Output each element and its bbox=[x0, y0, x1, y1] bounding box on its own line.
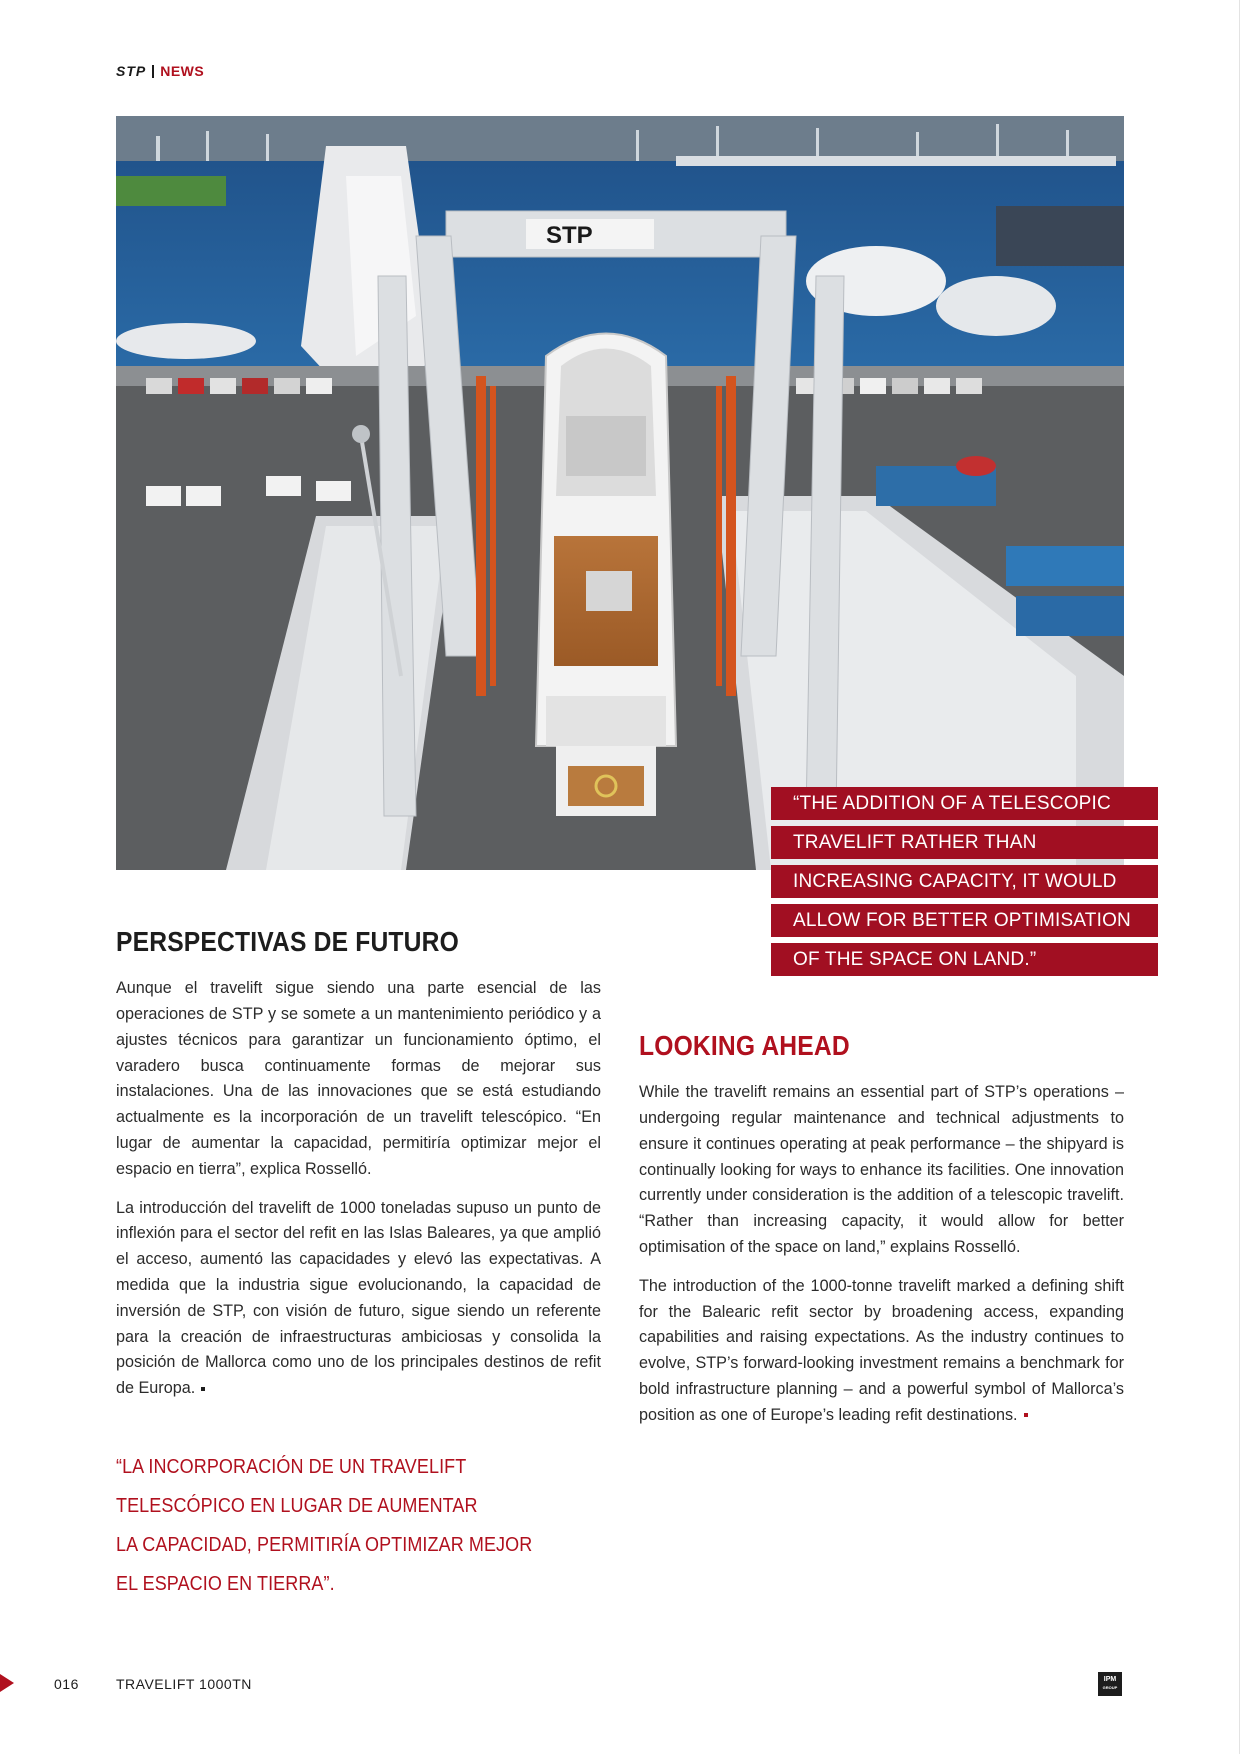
sign-logo-text: STP bbox=[546, 222, 593, 249]
pull-quote-line: “THE ADDITION OF A TELESCOPIC bbox=[771, 787, 1158, 820]
pull-quote-es-line: EL ESPACIO EN TIERRA”. bbox=[116, 1573, 335, 1595]
ipm-logo-text: IPM bbox=[1103, 1676, 1117, 1683]
paragraph-en-2 bbox=[639, 1274, 1124, 1429]
pull-quote-es-line: TELESCÓPICO EN LUGAR DE AUMENTAR bbox=[116, 1495, 478, 1517]
pull-quote-english bbox=[771, 787, 1158, 982]
paragraph-es-2-text: La introducción del travelift de 1000 toneladas supuso un punto de inflexión para el sector del refit en las Islas Baleares, ya que amplió el acceso, aumentó las capacidades y elevó las expectativas. A medida que la industria sigue evolucionando, la capacidad de inversión de STP, con visión de futuro, sigue siendo un referente para la creación de infraestructuras ambiciosas y consolida la posición de Mallorca como uno de los principales destinos de refit de Europa. bbox=[116, 1198, 601, 1398]
travelift-aerial-photo bbox=[116, 116, 1124, 870]
pull-quote-line: TRAVELIFT RATHER THAN bbox=[771, 826, 1158, 859]
paragraph-en-2-text: The introduction of the 1000-tonne travelift marked a defining shift for the Balearic refit sector by broadening access, expanding capabilities and raising expectations. As the industry continues to evolve, STP’s forward-looking investment remains a benchmark for bold infrastructure planning – and a powerful symbol of Mallorca’s position as one of Europe’s leading refit destinations. bbox=[639, 1276, 1124, 1424]
end-mark bbox=[1024, 1413, 1028, 1417]
pull-quote-line: INCREASING CAPACITY, IT WOULD bbox=[771, 865, 1158, 898]
ipm-logo-subtext: GROUP bbox=[1102, 1685, 1118, 1690]
ipm-group-logo bbox=[1098, 1672, 1122, 1696]
footer-title: TRAVELIFT 1000TN bbox=[116, 1676, 252, 1692]
paragraph-en-1: While the travelift remains an essential part of STP’s operations – undergoing regular maintenance and technical adjustments to ensure it continues operating at peak performance – the shipyard is continually looking for ways to enhance its facilities. One innovation currently under consideration is the addition of a telescopic travelift. “Rather than increasing capacity, it would allow for better optimisation of the space on land,” explains Rosselló. bbox=[639, 1083, 1124, 1256]
page-marker-arrow-icon bbox=[0, 1674, 14, 1692]
pull-quote-line: ALLOW FOR BETTER OPTIMISATION bbox=[771, 904, 1158, 937]
heading-es: PERSPECTIVAS DE FUTURO bbox=[116, 926, 459, 957]
pull-quote-es-line: LA CAPACIDAD, PERMITIRÍA OPTIMIZAR MEJOR bbox=[116, 1534, 533, 1556]
section-label: NEWS bbox=[160, 63, 205, 79]
heading-en: LOOKING AHEAD bbox=[639, 1030, 850, 1061]
stp-logo: STP bbox=[116, 63, 147, 79]
pull-quote-line: OF THE SPACE ON LAND.” bbox=[771, 943, 1158, 976]
end-mark bbox=[201, 1387, 205, 1391]
paragraph-es-2 bbox=[116, 1196, 601, 1402]
page-number: 016 bbox=[54, 1676, 79, 1692]
pull-quote-es-line: “LA INCORPORACIÓN DE UN TRAVELIFT bbox=[116, 1456, 467, 1478]
article-english bbox=[639, 1030, 1124, 1442]
paragraph-es-1: Aunque el travelift sigue siendo una parte esencial de las operaciones de STP y se somete a un mantenimiento periódico y a ajustes técnicos para garantizar un funcionamiento óptimo, el varadero busca continuamente formas de mejorar sus instalaciones. Una de las innovaciones que se está estudiando actualmente es la incorporación de un travelift telescópico. “En lugar de aumentar la capacidad, permitiría optimizar mejor el espacio en tierra”, explica Rosselló. bbox=[116, 979, 601, 1178]
article-spanish bbox=[116, 926, 601, 1415]
header-divider bbox=[152, 65, 154, 78]
running-header bbox=[116, 62, 204, 80]
pull-quote-spanish bbox=[116, 1448, 533, 1604]
